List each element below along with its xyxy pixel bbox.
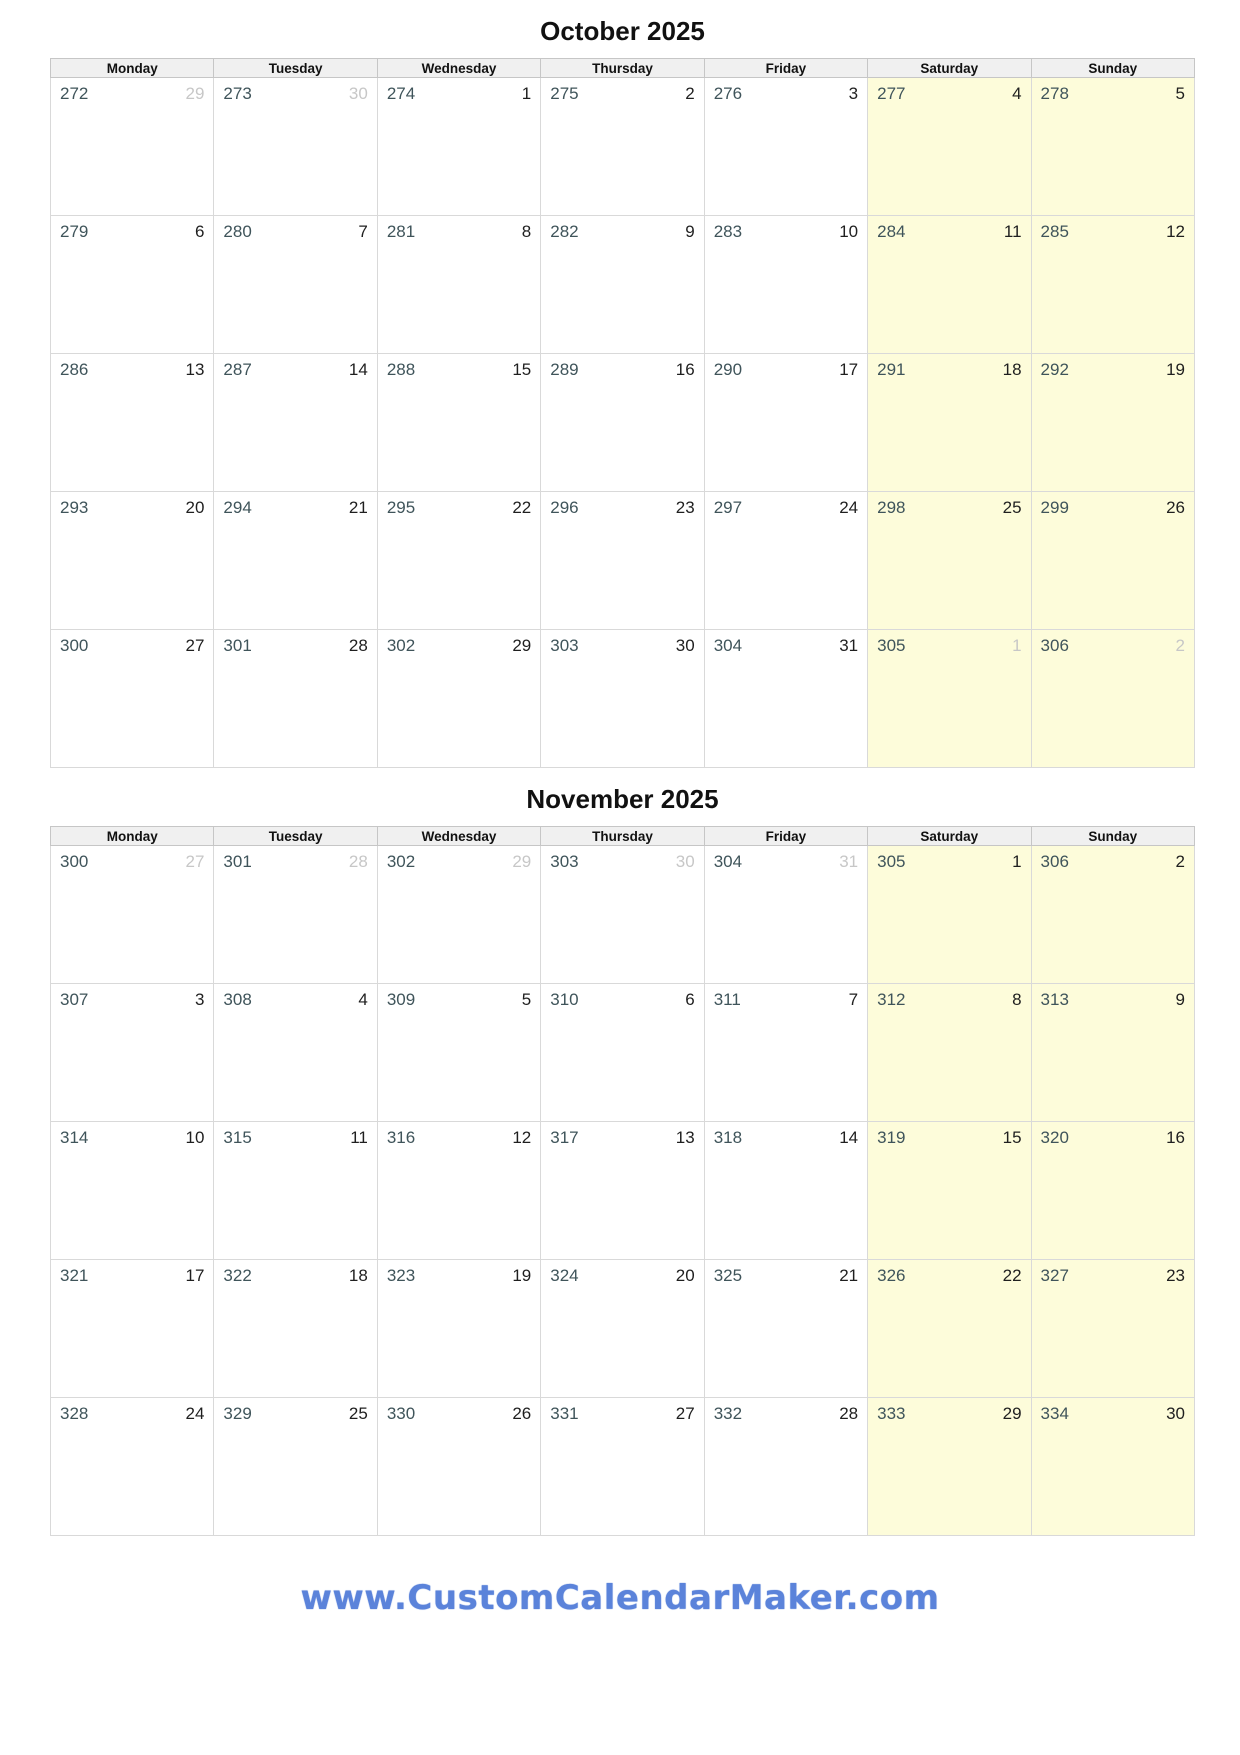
day-number: 30 (675, 636, 695, 655)
day-of-year-number: 293 (60, 498, 89, 517)
day-of-year-number: 296 (550, 498, 579, 517)
week-row (51, 630, 1195, 768)
day-number: 8 (1012, 990, 1022, 1009)
day-number: 26 (1166, 498, 1185, 517)
day-number: 17 (839, 360, 859, 379)
day-of-year-number: 302 (386, 636, 416, 655)
day-cell (214, 984, 377, 1122)
day-of-year-number: 332 (713, 1404, 743, 1423)
day-number: 26 (512, 1404, 532, 1423)
day-cell (541, 216, 704, 354)
day-of-year-number: 323 (386, 1266, 416, 1285)
day-of-year-number: 328 (60, 1404, 89, 1423)
day-number: 18 (1002, 360, 1022, 379)
day-cell (377, 78, 540, 216)
day-of-year-number: 274 (386, 84, 416, 103)
day-of-year-number: 311 (713, 990, 741, 1009)
day-cell (868, 846, 1031, 984)
day-cell (541, 354, 704, 492)
day-of-year-number: 325 (713, 1266, 743, 1285)
day-of-year-number: 314 (60, 1128, 89, 1147)
day-of-year-number: 327 (1040, 1266, 1069, 1285)
weekday-header-saturday: Saturday (868, 59, 1031, 78)
day-of-year-number: 298 (877, 498, 906, 517)
day-number: 13 (185, 360, 205, 379)
day-cell (377, 1122, 540, 1260)
day-of-year-number: 288 (386, 360, 416, 379)
day-of-year-number: 275 (550, 84, 579, 103)
day-cell (704, 354, 867, 492)
day-of-year-number: 295 (386, 498, 416, 517)
day-cell (1031, 1398, 1194, 1536)
day-number: 2 (685, 84, 695, 103)
day-cell (541, 1122, 704, 1260)
day-cell (868, 78, 1031, 216)
day-of-year-number: 321 (60, 1266, 89, 1285)
day-cell (1031, 630, 1194, 768)
day-of-year-number: 301 (223, 852, 252, 871)
day-number: 9 (685, 222, 695, 241)
day-number: 21 (348, 498, 368, 517)
day-of-year-number: 291 (877, 360, 906, 379)
day-cell (1031, 846, 1194, 984)
day-of-year-number: 333 (877, 1404, 906, 1423)
day-of-year-number: 309 (386, 990, 416, 1009)
day-of-year-number: 306 (1040, 636, 1069, 655)
day-cell (51, 984, 214, 1122)
day-cell (214, 1260, 377, 1398)
calendar-grid-november (50, 826, 1195, 1536)
day-number: 24 (185, 1404, 205, 1423)
day-number: 6 (685, 990, 695, 1009)
day-number: 29 (512, 636, 532, 655)
day-of-year-number: 305 (877, 852, 906, 871)
day-number: 22 (1002, 1266, 1022, 1285)
day-of-year-number: 289 (550, 360, 579, 379)
day-cell (377, 492, 540, 630)
day-cell (704, 630, 867, 768)
day-number: 3 (194, 990, 205, 1009)
weekday-header-tuesday: Tuesday (214, 59, 377, 78)
day-cell (51, 78, 214, 216)
day-number: 4 (1012, 84, 1022, 103)
day-number: 20 (675, 1266, 695, 1285)
day-cell (1031, 1260, 1194, 1398)
day-number: 29 (185, 84, 205, 103)
day-number: 13 (675, 1128, 695, 1147)
day-number: 30 (348, 84, 368, 103)
day-number: 20 (185, 498, 205, 517)
day-of-year-number: 322 (223, 1266, 252, 1285)
day-number: 28 (348, 636, 368, 655)
day-cell (704, 78, 867, 216)
day-number: 30 (1166, 1404, 1185, 1423)
week-row (51, 984, 1195, 1122)
day-cell (868, 984, 1031, 1122)
day-number: 14 (839, 1128, 859, 1147)
day-cell (868, 354, 1031, 492)
day-cell (704, 1260, 867, 1398)
day-cell (868, 1260, 1031, 1398)
day-number: 19 (512, 1266, 532, 1285)
weekday-header-wednesday: Wednesday (377, 827, 540, 846)
day-cell (51, 846, 214, 984)
day-number: 27 (675, 1404, 695, 1423)
day-number: 2 (1175, 852, 1185, 871)
day-cell (377, 1260, 540, 1398)
day-number: 4 (358, 990, 368, 1009)
day-of-year-number: 304 (713, 852, 743, 871)
day-of-year-number: 280 (223, 222, 252, 241)
day-number: 24 (839, 498, 859, 517)
day-of-year-number: 317 (550, 1128, 579, 1147)
weekday-header-friday: Friday (704, 827, 867, 846)
day-of-year-number: 326 (877, 1266, 906, 1285)
week-row (51, 1398, 1195, 1536)
day-of-year-number: 303 (550, 636, 579, 655)
day-of-year-number: 278 (1040, 84, 1069, 103)
day-of-year-number: 329 (223, 1404, 252, 1423)
day-cell (1031, 354, 1194, 492)
day-number: 22 (512, 498, 532, 517)
day-number: 31 (839, 852, 859, 871)
day-number: 30 (675, 852, 695, 871)
day-number: 10 (839, 222, 859, 241)
day-of-year-number: 319 (877, 1128, 906, 1147)
day-cell (214, 216, 377, 354)
weekday-header-sunday: Sunday (1031, 59, 1194, 78)
day-cell (214, 1122, 377, 1260)
day-number: 1 (1012, 636, 1022, 655)
day-cell (51, 492, 214, 630)
day-cell (377, 216, 540, 354)
day-of-year-number: 307 (60, 990, 89, 1009)
day-of-year-number: 285 (1040, 222, 1069, 241)
day-cell (214, 630, 377, 768)
day-number: 12 (1166, 222, 1185, 241)
day-number: 10 (185, 1128, 205, 1147)
day-cell (377, 630, 540, 768)
day-number: 3 (848, 84, 859, 103)
day-cell (51, 1398, 214, 1536)
day-number: 5 (521, 990, 532, 1009)
day-of-year-number: 283 (713, 222, 743, 241)
day-number: 2 (1175, 636, 1185, 655)
day-cell (51, 354, 214, 492)
day-of-year-number: 279 (60, 222, 89, 241)
day-cell (704, 846, 867, 984)
day-cell (377, 354, 540, 492)
day-number: 14 (348, 360, 368, 379)
day-cell (214, 1398, 377, 1536)
day-of-year-number: 315 (223, 1128, 252, 1147)
day-cell (704, 1398, 867, 1536)
day-of-year-number: 306 (1040, 852, 1069, 871)
day-number: 17 (185, 1266, 205, 1285)
week-row (51, 492, 1195, 630)
day-cell (868, 216, 1031, 354)
day-cell (51, 630, 214, 768)
day-of-year-number: 308 (223, 990, 252, 1009)
day-number: 18 (348, 1266, 368, 1285)
day-of-year-number: 277 (877, 84, 906, 103)
day-number: 25 (348, 1404, 368, 1423)
day-of-year-number: 286 (60, 360, 89, 379)
day-cell (377, 846, 540, 984)
day-cell (704, 492, 867, 630)
day-number: 7 (848, 990, 859, 1009)
day-number: 23 (675, 498, 695, 517)
day-cell (868, 1398, 1031, 1536)
website-link[interactable]: www.CustomCalendarMaker.com (300, 1578, 940, 1618)
day-of-year-number: 305 (877, 636, 906, 655)
day-cell (51, 1260, 214, 1398)
day-of-year-number: 294 (223, 498, 252, 517)
day-of-year-number: 273 (223, 84, 252, 103)
weekday-header-thursday: Thursday (541, 827, 704, 846)
weekday-header-monday: Monday (51, 59, 214, 78)
day-number: 23 (1166, 1266, 1185, 1285)
day-of-year-number: 272 (60, 84, 89, 103)
day-of-year-number: 304 (713, 636, 743, 655)
day-cell (1031, 78, 1194, 216)
day-number: 16 (1166, 1128, 1185, 1147)
day-number: 11 (350, 1128, 368, 1147)
day-cell (541, 846, 704, 984)
day-number: 25 (1002, 498, 1022, 517)
day-cell (868, 492, 1031, 630)
day-cell (1031, 492, 1194, 630)
day-number: 28 (839, 1404, 859, 1423)
week-row (51, 846, 1195, 984)
day-cell (377, 1398, 540, 1536)
month-section-october (50, 0, 1195, 768)
day-cell (214, 846, 377, 984)
day-cell (51, 1122, 214, 1260)
day-number: 31 (839, 636, 859, 655)
day-number: 11 (1003, 222, 1022, 241)
day-of-year-number: 297 (713, 498, 743, 517)
week-row (51, 1122, 1195, 1260)
day-cell (214, 492, 377, 630)
day-cell (704, 984, 867, 1122)
day-number: 1 (1012, 852, 1022, 871)
day-of-year-number: 300 (60, 636, 89, 655)
day-number: 7 (358, 222, 368, 241)
day-number: 19 (1166, 360, 1185, 379)
day-cell (868, 1122, 1031, 1260)
day-of-year-number: 313 (1040, 990, 1069, 1009)
week-row (51, 1260, 1195, 1398)
day-number: 15 (512, 360, 532, 379)
month-title-october: October 2025 (540, 16, 705, 46)
day-of-year-number: 330 (386, 1404, 416, 1423)
day-of-year-number: 324 (550, 1266, 579, 1285)
weekday-header-friday: Friday (704, 59, 867, 78)
day-cell (51, 216, 214, 354)
weekday-header-saturday: Saturday (868, 827, 1031, 846)
calendar-grid-october (50, 58, 1195, 768)
day-of-year-number: 303 (550, 852, 579, 871)
day-cell (1031, 1122, 1194, 1260)
day-cell (541, 1398, 704, 1536)
day-cell (214, 354, 377, 492)
day-number: 5 (1175, 84, 1185, 103)
day-cell (704, 216, 867, 354)
day-number: 1 (521, 84, 532, 103)
day-of-year-number: 301 (223, 636, 252, 655)
day-of-year-number: 310 (550, 990, 579, 1009)
day-number: 28 (348, 852, 368, 871)
day-of-year-number: 320 (1040, 1128, 1069, 1147)
day-cell (704, 1122, 867, 1260)
day-cell (541, 630, 704, 768)
day-of-year-number: 312 (877, 990, 906, 1009)
day-number: 6 (194, 222, 205, 241)
day-cell (377, 984, 540, 1122)
weekday-header-wednesday: Wednesday (377, 59, 540, 78)
weekday-header-monday: Monday (51, 827, 214, 846)
day-cell (541, 78, 704, 216)
day-of-year-number: 331 (550, 1404, 579, 1423)
weekday-header-sunday: Sunday (1031, 827, 1194, 846)
day-of-year-number: 292 (1040, 360, 1069, 379)
day-of-year-number: 300 (60, 852, 89, 871)
day-of-year-number: 290 (713, 360, 743, 379)
day-number: 9 (1175, 990, 1185, 1009)
day-cell (1031, 984, 1194, 1122)
day-number: 27 (185, 636, 205, 655)
day-number: 15 (1002, 1128, 1022, 1147)
month-section-november (50, 768, 1195, 1536)
month-title-november: November 2025 (526, 784, 719, 814)
day-cell (868, 630, 1031, 768)
day-of-year-number: 276 (713, 84, 743, 103)
weekday-header-tuesday: Tuesday (214, 827, 377, 846)
day-of-year-number: 334 (1040, 1404, 1069, 1423)
day-cell (214, 78, 377, 216)
weekday-header-thursday: Thursday (541, 59, 704, 78)
day-of-year-number: 281 (386, 222, 416, 241)
day-of-year-number: 284 (877, 222, 906, 241)
day-of-year-number: 302 (386, 852, 416, 871)
day-of-year-number: 299 (1040, 498, 1069, 517)
week-row (51, 78, 1195, 216)
day-number: 29 (1002, 1404, 1022, 1423)
day-of-year-number: 318 (713, 1128, 743, 1147)
day-of-year-number: 316 (386, 1128, 416, 1147)
day-number: 27 (185, 852, 205, 871)
day-number: 21 (839, 1266, 859, 1285)
day-number: 12 (512, 1128, 532, 1147)
week-row (51, 354, 1195, 492)
day-cell (1031, 216, 1194, 354)
day-cell (541, 984, 704, 1122)
day-of-year-number: 287 (223, 360, 252, 379)
day-number: 29 (512, 852, 532, 871)
day-cell (541, 1260, 704, 1398)
day-number: 16 (675, 360, 695, 379)
day-of-year-number: 282 (550, 222, 579, 241)
day-number: 8 (521, 222, 532, 241)
day-cell (541, 492, 704, 630)
week-row (51, 216, 1195, 354)
